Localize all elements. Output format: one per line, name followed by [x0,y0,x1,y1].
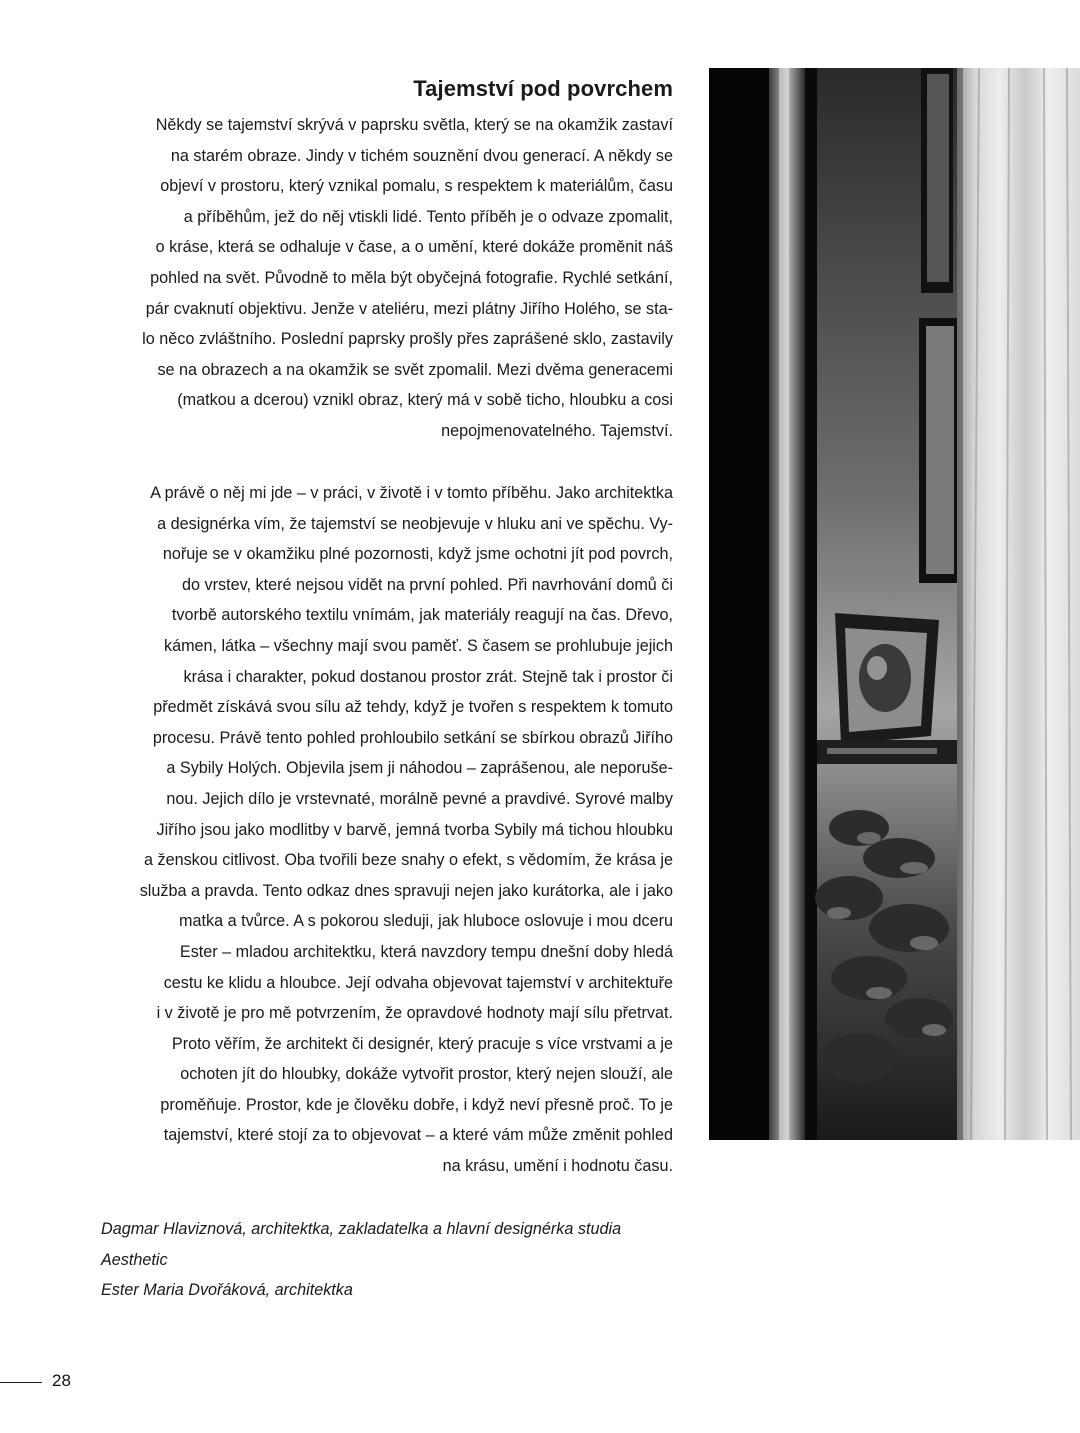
paragraph-line: ochoten jít do hloubky, dokáže vytvořit prostor, který nejen slouží, ale [180,1065,673,1084]
paragraph-line: Někdy se tajemství skrývá v paprsku světla, který se na okamžik zastaví [155,116,673,134]
paragraph-line: matka a tvůrce. A s pokorou sleduji, jak hluboce oslovuje i mou dceru [179,912,673,931]
paragraph-line: předmět získává svou sílu až tehdy, když je tvořen s respektem k tomuto [153,698,673,717]
signature-line: Aesthetic [101,1250,168,1269]
paragraph-line: proměňuje. Prostor, kde je člověku dobře, i když neví přesně proč. To je [160,1095,673,1114]
paragraph-line: cestu ke klidu a hloubce. Její odvaha objevovat tajemství v architektuře [163,973,673,992]
paragraph-line: a Sybily Holých. Objevila jsem ji náhodou – zaprášenou, ale neporuše- [166,759,673,778]
paragraph-line: lo něco zvláštního. Poslední paprsky prošly přes zaprášené sklo, zastavily [142,330,673,349]
paragraph-line: tajemství, které stojí za to objevovat – a které vám může změnit pohled [163,1126,673,1145]
paragraph-line: objeví v prostoru, který vznikal pomalu, s respektem k materiálům, času [160,177,673,196]
paragraph-line: na starém obraze. Jindy v tichém souznění dvou generací. A někdy se [170,146,673,165]
paragraph-line: i v životě je pro mě potvrzením, že opravdové hodnoty mají sílu přetrvat. [156,1004,673,1023]
paragraph-line: se na obrazech a na okamžik se svět zpomalil. Mezi dvěma generacemi [157,360,673,379]
intro-paragraph [100,110,673,447]
paragraph-line: kámen, látka – všechny mají svou paměť. S časem se prohlubuje jejich [163,636,673,655]
author-signature [101,1214,701,1306]
paragraph-line: (matkou a dcerou) vznikl obraz, který má v sobě ticho, hloubku a cosi [177,391,673,410]
paragraph-line: a designérka vím, že tajemství se neobjevuje v hluku ani ve spěchu. Vy- [157,514,673,533]
paragraph-line: nepojmenovatelného. Tajemství. [441,421,673,440]
main-paragraph [100,478,673,1182]
paragraph-line: a ženskou citlivost. Oba tvořili beze snahy o efekt, s vědomím, že krása je [143,851,673,870]
paragraph-line: služba a pravda. Tento odkaz dnes spravuji nejen jako kurátorka, ale i jako [139,881,673,900]
article-title: Tajemství pod povrchem [413,76,673,101]
paragraph-line: Jiřího jsou jako modlitby v barvě, jemná tvorba Sybily má tichou hloubku [156,820,673,839]
paragraph-line: a příběhům, jež do něj vtiskli lidé. Tento příběh je o odvaze zpomalit, [183,207,673,226]
signature-line: Dagmar Hlaviznová, architektka, zakladatelka a hlavní designérka studia [101,1220,622,1238]
paragraph-line: nou. Jejich dílo je vrstevnaté, morálně pevné a pravdivé. Syrové malby [166,789,673,808]
paragraph-line: pohled na svět. Původně to měla být obyčejná fotografie. Rychlé setkání, [150,268,673,287]
paragraph-line: tvorbě autorského textilu vnímám, jak materiály reagují na čas. Dřevo, [171,606,673,625]
page-number: 28 [52,1371,71,1390]
paragraph-line: krása i charakter, pokud dostanou prostor zrát. Stejně tak i prostor či [183,667,673,686]
paragraph-line: na krásu, umění i hodnotu času. [442,1157,673,1176]
paragraph-line: Ester – mladou architektku, která navzdory tempu dnešní doby hledá [179,942,673,961]
footer-rule [0,1382,42,1383]
paragraph-line: procesu. Právě tento pohled prohloubilo setkání se sbírkou obrazů Jiřího [152,728,673,747]
paragraph-line: Proto věřím, že architekt či designér, který pracuje s více vrstvami a je [171,1034,673,1053]
paragraph-line: do vrstev, které nejsou vidět na první pohled. Při navrhování domů či [182,575,673,594]
paragraph-line: pár cvaknutí objektivu. Jenže v ateliéru, mezi plátny Jiřího Holého, se sta- [145,299,673,318]
paragraph-line: A právě o něj mi jde – v práci, v životě i v tomto příběhu. Jako architektka [150,484,673,502]
signature-line: Ester Maria Dvořáková, architektka [101,1281,353,1300]
interior-photograph [709,68,1080,1140]
paragraph-line: o kráse, která se odhaluje v čase, a o umění, které dokáže proměnit náš [155,238,673,257]
photo-illustration [709,68,1080,1140]
paragraph-line: nořuje se v okamžiku plné pozornosti, když jsme ochotni jít pod povrch, [162,545,673,564]
